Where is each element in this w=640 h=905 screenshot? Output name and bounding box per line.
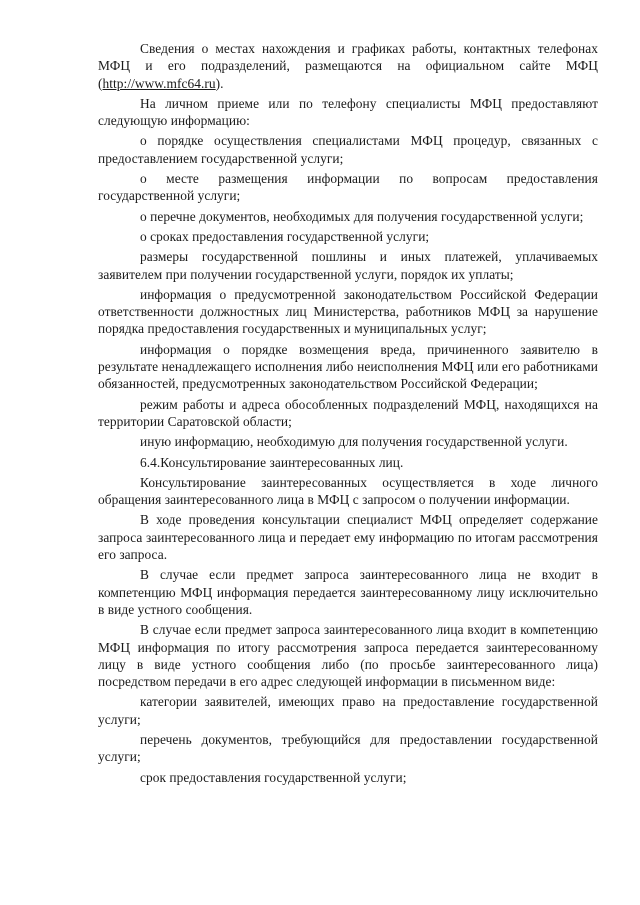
list-item: о месте размещения информации по вопросам предоставления государственной услуги; bbox=[98, 171, 598, 204]
list-item: о сроках предоставления государственной услуги; bbox=[140, 228, 430, 244]
paragraph: В случае если предмет запроса заинтересованного лица входит в компетенцию МФЦ информация по итогу рассмотрения запроса передается заинтересованному лицу в виде устного сообщения либо (по просьбе заинтересованного лица) посредством передачи в его адрес следующей информации в письменном виде: bbox=[98, 622, 598, 690]
list-item: перечень документов, требующийся для предоставлении государственной услуги; bbox=[98, 731, 598, 765]
section-heading: 6.4.Консультирование заинтересованных лиц. bbox=[140, 454, 404, 470]
list-item: срок предоставления государственной услуги; bbox=[140, 769, 407, 785]
website-link[interactable]: http://www.mfc64.ru bbox=[102, 75, 216, 91]
paragraph-mfc-contacts: Сведения о местах нахождения и графиках работы, контактных телефонах МФЦ и его подразделений, размещаются на официальном сайте МФЦ (http://www.mfc64.ru). bbox=[98, 41, 598, 91]
list-item: информация о предусмотренной законодательством Российской Федерации ответственности должностных лиц Министерства, работников МФЦ за нарушение порядка предоставления государственных и муниципальных услуг; bbox=[98, 286, 598, 337]
list-item: о перечне документов, необходимых для получения государственной услуги; bbox=[140, 208, 584, 224]
paragraph: Консультирование заинтересованных осуществляется в ходе личного обращения заинтересованного лица в МФЦ с запросом о получении информации. bbox=[98, 474, 598, 508]
paragraph: На личном приеме или по телефону специалисты МФЦ предоставляют следующую информацию: bbox=[98, 95, 598, 129]
list-item: иную информацию, необходимую для получения государственной услуги. bbox=[140, 434, 568, 450]
list-item: размеры государственной пошлины и иных платежей, уплачиваемых заявителем при получении государственной услуги, порядок их уплаты; bbox=[98, 249, 598, 282]
list-item: категории заявителей, имеющих право на предоставление государственной услуги; bbox=[98, 694, 598, 727]
list-item: режим работы и адреса обособленных подразделений МФЦ, находящихся на территории Саратовской области; bbox=[98, 396, 598, 429]
list-item: информация о порядке возмещения вреда, причиненного заявителю в результате ненадлежащего исполнения либо неисполнения МФЦ или его работниками обязанностей, предусмотренных законодательством Российской Федерации; bbox=[98, 341, 598, 392]
paragraph: В ходе проведения консультации специалист МФЦ определяет содержание запроса заинтересованного лица и передает ему информацию по итогам рассмотрения его запроса. bbox=[98, 512, 598, 563]
list-item: о порядке осуществления специалистами МФЦ процедур, связанных с предоставлением государственной услуги; bbox=[98, 133, 598, 166]
paragraph: В случае если предмет запроса заинтересованного лица не входит в компетенцию МФЦ информация передается заинтересованному лицу исключительно в виде устного сообщения. bbox=[98, 567, 598, 617]
